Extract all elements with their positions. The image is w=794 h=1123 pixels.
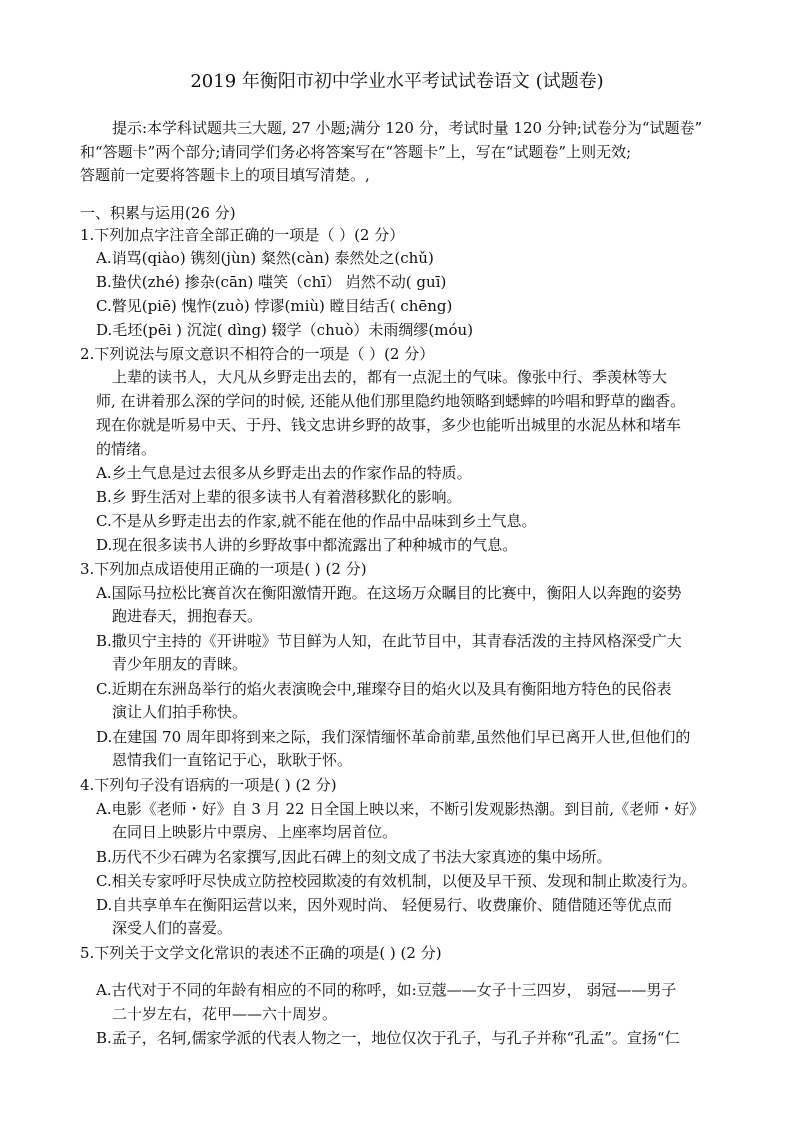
option-line: B.孟子，名轲,儒家学派的代表人物之一，地位仅次于孔子，与孔子并称“孔孟”。宣扬“仁 [96, 1029, 680, 1047]
option-line: 二十岁左右，花甲——六十周岁。 [112, 1005, 338, 1023]
notice-line: 答题前一定要将答题卡上的项目填写清楚。, [80, 166, 370, 184]
option-line: C.近期在东洲岛举行的焰火表演晚会中,璀璨夺目的焰火以及具有衡阳地方特色的民俗表 [96, 680, 672, 698]
option-line: B.历代不少石碑为名家撰写,因此石碑上的刻文成了书法大家真迹的集中场所。 [96, 848, 612, 866]
option-line: 恩情我们一直铭记于心，耿耿于怀。 [112, 751, 353, 769]
option-line: A.诮骂(qiào) 镌刻(jùn) 粲然(càn) 泰然处之(chǔ) [96, 249, 434, 267]
option-line: 跑进春天，拥抱春天。 [112, 607, 263, 625]
option-line: A.电影《老师・好》自 3 月 22 日全国上映以来，不断引发观影热潮。到目前,《老师・好》 [96, 800, 705, 818]
option-line: C.不是从乡野走出去的作家,就不能在他的作品中品味到乡土气息。 [96, 512, 537, 530]
question-stem: 4.下列句子没有语病的一项是( ) (2 分) [80, 776, 337, 794]
section-heading: 一、积累与运用(26 分) [80, 204, 236, 222]
option-line: B.蛰伏(zhé) 掺杂(cān) 嗤笑（chī） 岿然不动( guī) [96, 273, 447, 291]
option-line: D.在建国 70 周年即将到来之际，我们深情缅怀革命前辈,虽然他们早已离开人世,但他们的 [96, 728, 691, 746]
question-stem: 3.下列加点成语使用正确的一项是( ) (2 分) [80, 560, 367, 578]
option-line: A.乡土气息是过去很多从乡野走出去的作家作品的特质。 [96, 464, 472, 482]
option-line: B.撒贝宁主持的《开讲啦》节目鲜为人知，在此节目中，其青春活泼的主持风格深受广大 [96, 632, 682, 650]
option-line: D.毛坯(pēi ) 沉淀( dìng) 辍学（chuò）未雨绸缪(móu) [96, 321, 474, 339]
option-line: 深受人们的喜爱。 [112, 919, 233, 937]
question-stem: 1.下列加点字注音全部正确的一项是（ ）(2 分） [80, 226, 405, 244]
option-line: C.相关专家呼吁尽快成立防控校园欺凌的有效机制，以便及早干预、发现和制止欺凌行为。 [96, 872, 697, 890]
option-line: B.乡 野生活对上辈的很多读书人有着潜移默化的影响。 [96, 488, 462, 506]
passage-line: 的情绪。 [96, 440, 157, 458]
option-line: 青少年朋友的青睐。 [112, 655, 248, 673]
option-line: D.自共享单车在衡阳运营以来，因外观时尚、 轻便易行、收费廉价、随借随还等优点而 [96, 896, 673, 914]
notice-line: 提示:本学科试题共三大题, 27 小题;满分 120 分，考试时量 120 分钟;试卷分为“试题卷” [112, 119, 703, 137]
option-line: D.现在很多读书人讲的乡野故事中都流露出了种种城市的气息。 [96, 536, 518, 554]
option-line: A.古代对于不同的年龄有相应的不同的称呼，如:豆蔻——女子十三四岁， 弱冠——男子 [96, 981, 677, 999]
page-title: 2019 年衡阳市初中学业水平考试试卷语文 (试题卷) [190, 71, 604, 92]
option-line: C.瞥见(piē) 愧怍(zuò) 悖谬(miù) 瞠目结舌( chēng) [96, 297, 453, 315]
question-stem: 2.下列说法与原文意识不相符合的一项是（ ）(2 分） [80, 345, 435, 363]
option-line: 在同日上映影片中票房、上座率均居首位。 [112, 823, 398, 841]
passage-line: 师, 在讲着那么深的学问的时候, 还能从他们那里隐约地领略到蟋蟀的吟唱和野草的幽香。 [96, 392, 686, 410]
notice-line: 和“答题卡”两个部分;请同学们务必将答案写在“答题卡”上，写在“试题卷”上则无效; [80, 143, 632, 161]
passage-line: 上辈的读书人，大凡从乡野走出去的，都有一点泥土的气味。像张中行、季羡林等大 [112, 368, 668, 386]
question-stem: 5.下列关于文学文化常识的表述不正确的项是( ) (2 分) [80, 944, 442, 962]
passage-line: 现在你就是听易中天、于丹、钱文忠讲乡野的故事，多少也能听出城里的水泥丛林和堵车 [96, 416, 682, 434]
option-line: 演让人们拍手称快。 [112, 703, 248, 721]
option-line: A.国际马拉松比赛首次在衡阳激情开跑。在这场万众瞩目的比赛中，衡阳人以奔跑的姿势 [96, 584, 682, 602]
